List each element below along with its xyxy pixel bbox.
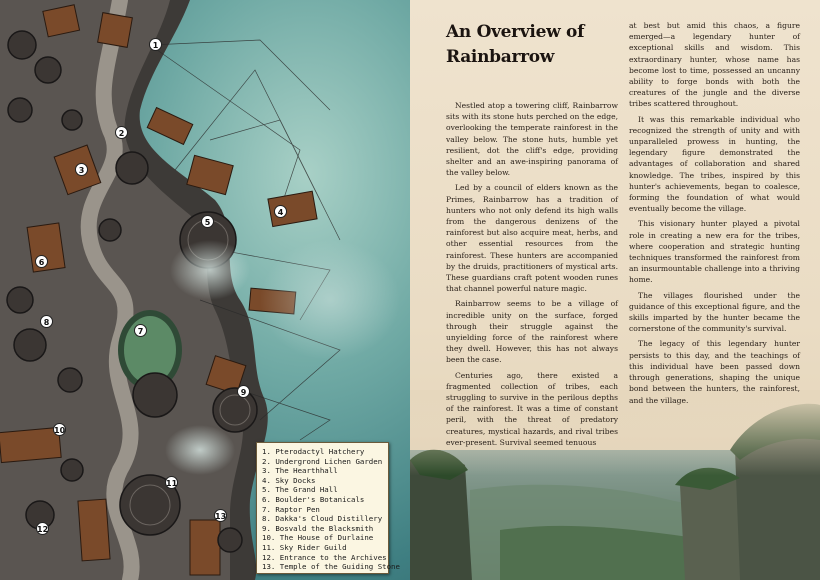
paragraph: It was this remarkable individual who recognized the strength of unity and with unparalleled prowess in hunting, the legendary figure demonstrated the advantages of collaboration and shared knowledge. The tribes, inspired by this hunter's achievements, began to coalesce, forming the foundation of what would eventually become the village. [629, 114, 800, 214]
map-marker-5: 5 [201, 215, 214, 228]
paragraph: Led by a council of elders known as the Primes, Rainbarrow has a tradition of hunters who not only defend its high walls from the dangerous denizens of the rainforest but also acquire meat, herbs, and other essential resources from the rainforest. These hunters are accompanied by the druids, practitioners of mystical arts. These guardians craft potent wooden runes that channel powerful nature magic. [446, 183, 618, 294]
map-marker-3: 3 [75, 163, 88, 176]
map-marker-12: 12 [36, 522, 49, 535]
legend-item: 13. Temple of the Guiding Stone [262, 562, 400, 572]
map-marker-7: 7 [134, 324, 147, 337]
paragraph: Centuries ago, there existed a fragmented collection of tribes, each struggling to survive in the perilous depths of the rainforest. It was a time of constant peril, with the threat of predatory creatures, mystical hazards, and rival tribes ever-present. Survival seemed tenuous [446, 370, 618, 447]
legend-item: 10. The House of Durlaine [262, 533, 374, 543]
map-legend [256, 442, 400, 574]
title-line-2: Rainbarrow [446, 47, 555, 67]
legend-item: 6. Boulder's Botanicals [262, 494, 365, 504]
map-marker-8: 8 [40, 315, 53, 328]
paragraph: Nestled atop a towering cliff, Rainbarrow sits with its stone huts perched on the edge, overlooking the temperate rainforest in the valley below. The stone huts, humble yet resilient, dot the cliff's edge, providing shelter and an awe-inspiring panorama of the valley below. [446, 101, 618, 178]
legend-item: 7. Raptor Pen [262, 504, 320, 514]
paragraph: The legacy of this legendary hunter persists to this day, and the teachings of this individual have been passed down through generations, shaping the unique bond between the hunters, the rainforest, and the village. [629, 339, 800, 405]
paragraph: Rainbarrow seems to be a village of incredible unity on the surface, forged through their struggle against the unyielding force of the rainforest where they dwell. However, this has not always been the case. [446, 299, 618, 365]
text-column-right [629, 20, 800, 410]
map-marker-9: 9 [237, 385, 250, 398]
legend-item: 1. Pterodactyl Hatchery [262, 447, 365, 456]
text-column-left [446, 100, 618, 452]
map-marker-1: 1 [149, 38, 162, 51]
map-marker-6: 6 [35, 255, 48, 268]
legend-item: 9. Bosvald the Blacksmith [262, 523, 374, 533]
paragraph: at best but amid this chaos, a figure emerged—a legendary hunter of exceptional skills and wisdom. This extraordinary hunter, whose name has become lost to time, possessed an uncanny ability to forge bonds with both the creatures of the jungle and the diverse tribes scattered throughout. [629, 21, 800, 109]
map-marker-2: 2 [115, 126, 128, 139]
article-page [410, 0, 820, 580]
legend-item: 5. The Grand Hall [262, 485, 338, 495]
map-marker-10: 10 [53, 423, 66, 436]
legend-item: 12. Entrance to the Archives [262, 552, 387, 562]
page-title [446, 20, 606, 70]
legend-item: 8. Dakka's Cloud Distillery [262, 514, 383, 524]
paragraph: This visionary hunter played a pivotal role in creating a new era for the tribes, where cooperation and strategic hunting techniques transformed the rainforest from an insurmountable challenge into a thriving home. [629, 219, 800, 285]
legend-item: 3. The Hearthhall [262, 466, 338, 476]
legend-item: 2. Undergrond Lichen Garden [262, 456, 383, 466]
legend-item: 11. Sky Rider Guild [262, 542, 347, 552]
title-line-1: An Overview of [446, 22, 585, 42]
map-marker-11: 11 [165, 476, 178, 489]
map-marker-13: 13 [214, 509, 227, 522]
map-marker-4: 4 [274, 205, 287, 218]
paragraph: The villages flourished under the guidance of this exceptional figure, and the skills imparted by the hunter became the cornerstone of the community's survival. [629, 290, 800, 334]
legend-list [262, 447, 400, 572]
legend-item: 4. Sky Docks [262, 475, 316, 485]
